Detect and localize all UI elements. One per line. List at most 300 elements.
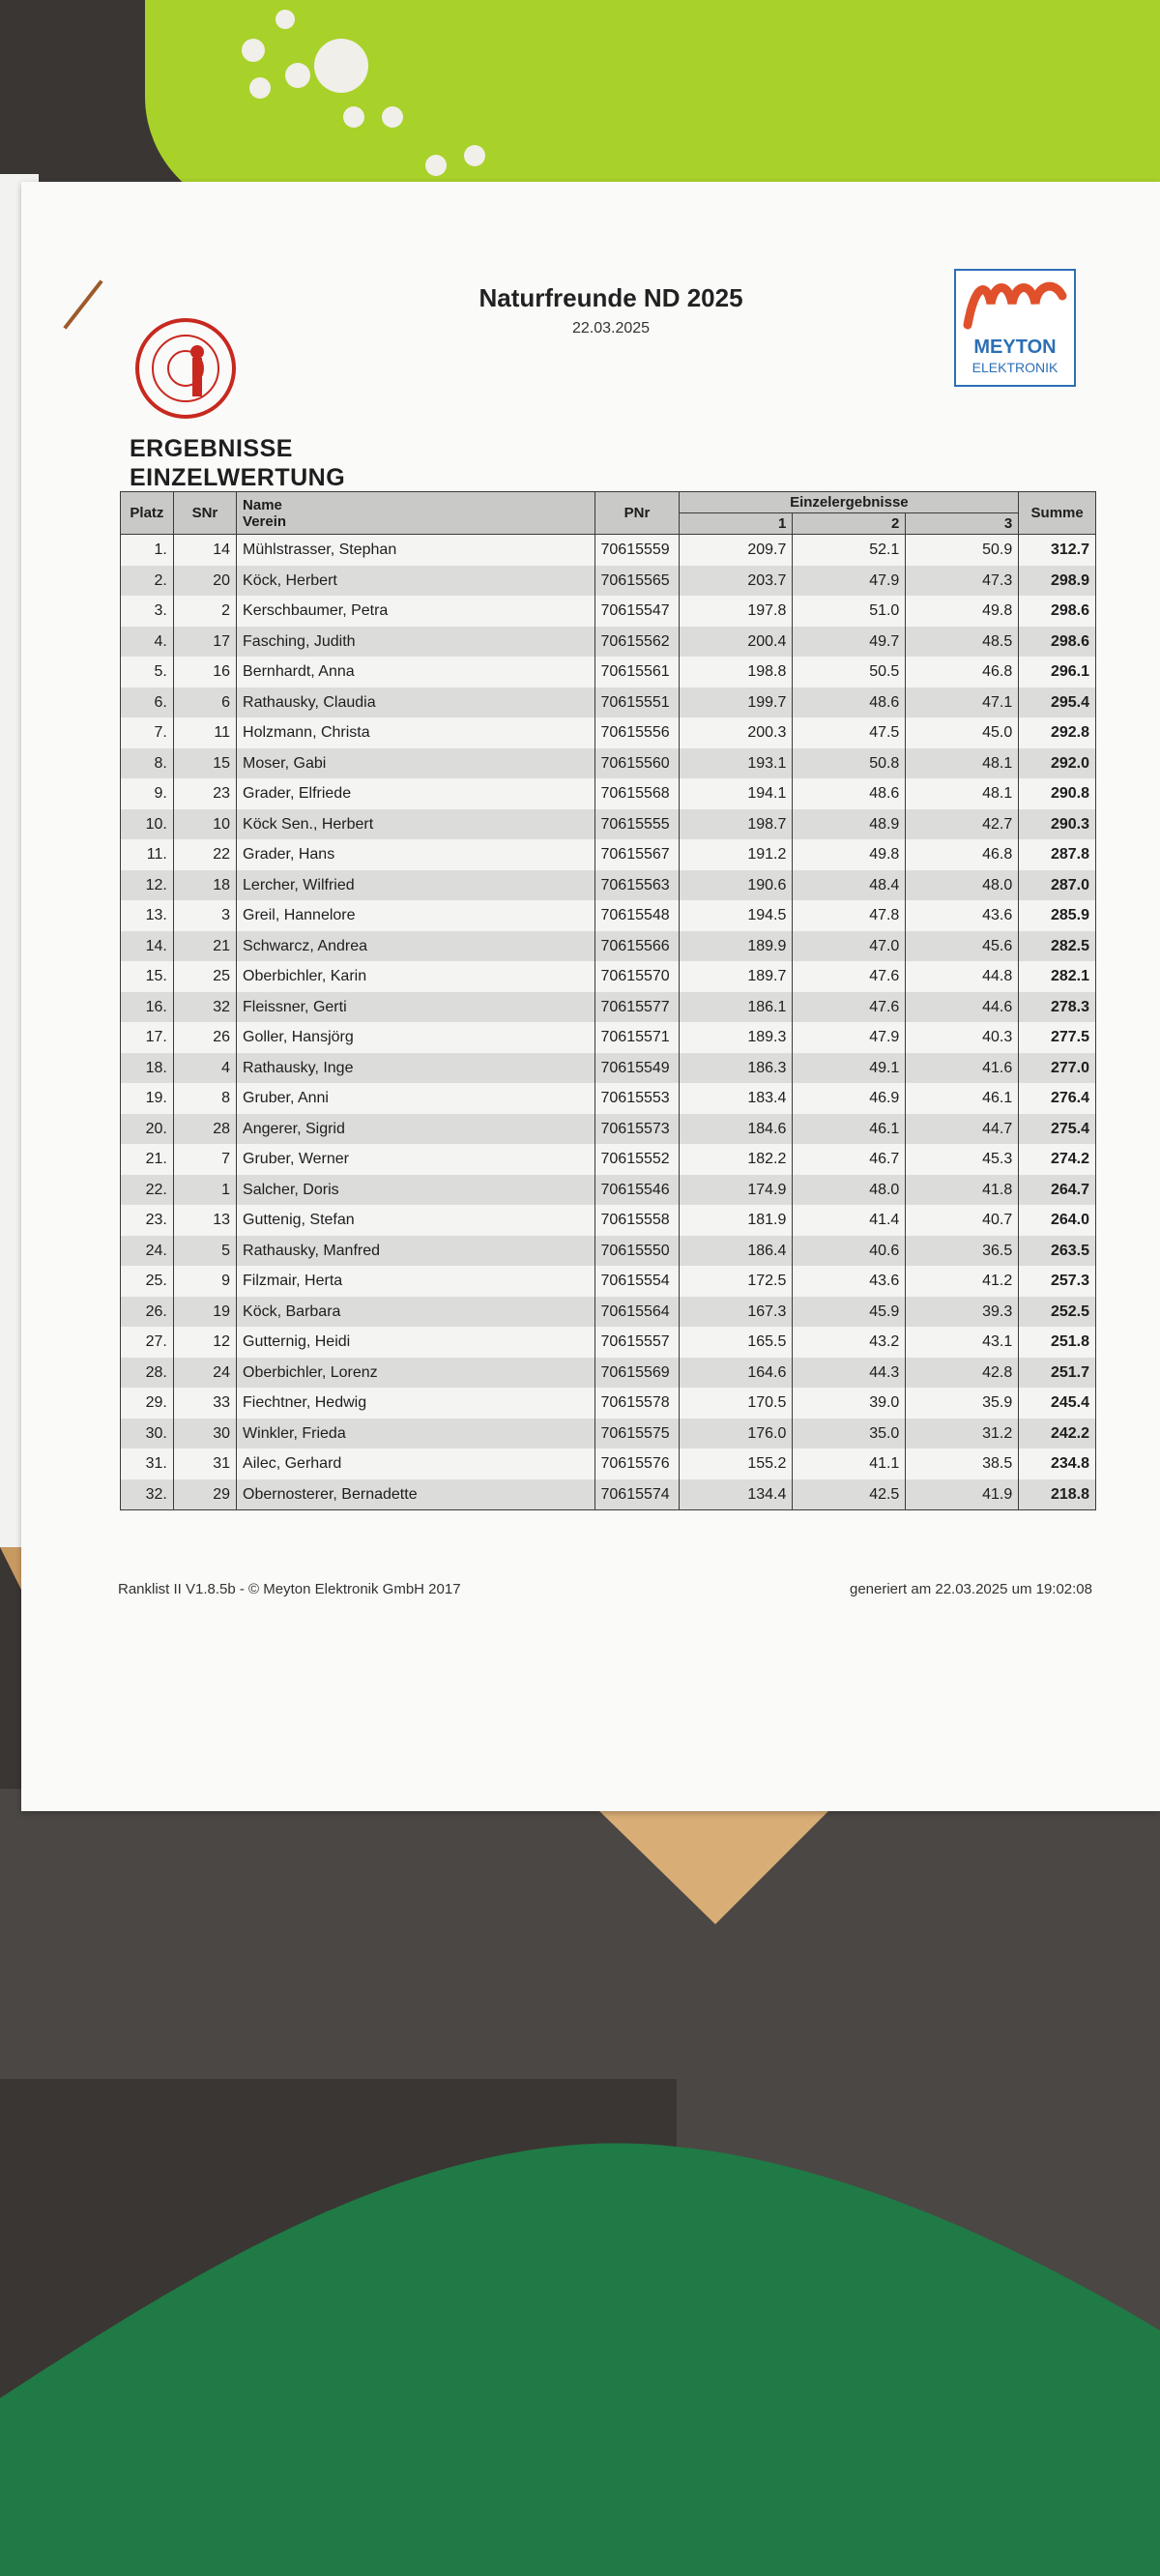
cell-serie-2: 48.4 <box>793 870 906 901</box>
cell-name: Fiechtner, Hedwig <box>237 1388 594 1419</box>
table-row <box>121 596 1096 627</box>
cell-serie-3: 45.3 <box>906 1144 1019 1175</box>
cell-platz: 4. <box>121 627 174 658</box>
cell-pnr: 70615552 <box>594 1144 680 1175</box>
cell-serie-2: 40.6 <box>793 1236 906 1267</box>
cell-snr: 17 <box>173 627 236 658</box>
cell-serie-3: 47.1 <box>906 688 1019 718</box>
cell-platz: 16. <box>121 992 174 1023</box>
cell-serie-1: 197.8 <box>680 596 793 627</box>
table-row <box>121 566 1096 597</box>
cell-snr: 3 <box>173 900 236 931</box>
cell-snr: 2 <box>173 596 236 627</box>
cell-serie-1: 198.7 <box>680 809 793 840</box>
cell-name: Gruber, Werner <box>237 1144 594 1175</box>
cell-serie-1: 184.6 <box>680 1114 793 1145</box>
cell-platz: 30. <box>121 1419 174 1449</box>
cell-snr: 25 <box>173 961 236 992</box>
cell-summe: 234.8 <box>1019 1449 1096 1479</box>
cell-serie-2: 49.7 <box>793 627 906 658</box>
cell-serie-3: 47.3 <box>906 566 1019 597</box>
cell-snr: 21 <box>173 931 236 962</box>
table-row <box>121 535 1096 566</box>
cell-pnr: 70615553 <box>594 1083 680 1114</box>
cell-serie-2: 47.0 <box>793 931 906 962</box>
cell-serie-3: 48.5 <box>906 627 1019 658</box>
cell-serie-1: 183.4 <box>680 1083 793 1114</box>
cell-name: Köck, Herbert <box>237 566 594 597</box>
cell-serie-2: 51.0 <box>793 596 906 627</box>
cell-summe: 218.8 <box>1019 1479 1096 1510</box>
cell-serie-1: 172.5 <box>680 1266 793 1297</box>
table-row <box>121 1266 1096 1297</box>
cell-pnr: 70615576 <box>594 1449 680 1479</box>
cell-summe: 282.1 <box>1019 961 1096 992</box>
cell-name: Kerschbaumer, Petra <box>237 596 594 627</box>
cell-name: Grader, Hans <box>237 839 594 870</box>
cell-summe: 275.4 <box>1019 1114 1096 1145</box>
cell-platz: 23. <box>121 1205 174 1236</box>
table-row <box>121 627 1096 658</box>
cell-summe: 296.1 <box>1019 657 1096 688</box>
table-row <box>121 961 1096 992</box>
cell-serie-1: 190.6 <box>680 870 793 901</box>
green-sweater <box>0 2079 1160 2576</box>
cell-serie-2: 43.6 <box>793 1266 906 1297</box>
cell-serie-3: 36.5 <box>906 1236 1019 1267</box>
cell-serie-3: 48.1 <box>906 778 1019 809</box>
cell-platz: 20. <box>121 1114 174 1145</box>
cell-platz: 26. <box>121 1297 174 1328</box>
cell-serie-2: 49.8 <box>793 839 906 870</box>
cell-pnr: 70615563 <box>594 870 680 901</box>
cell-summe: 264.0 <box>1019 1205 1096 1236</box>
cell-serie-3: 39.3 <box>906 1297 1019 1328</box>
cell-summe: 263.5 <box>1019 1236 1096 1267</box>
cell-serie-3: 31.2 <box>906 1419 1019 1449</box>
pen-mark <box>63 279 102 329</box>
cell-name: Fleissner, Gerti <box>237 992 594 1023</box>
header-pnr: PNr <box>594 492 680 535</box>
table-row <box>121 1083 1096 1114</box>
cell-snr: 30 <box>173 1419 236 1449</box>
cell-pnr: 70615554 <box>594 1266 680 1297</box>
cell-serie-3: 44.6 <box>906 992 1019 1023</box>
cell-name: Oberbichler, Lorenz <box>237 1358 594 1389</box>
cell-platz: 25. <box>121 1266 174 1297</box>
table-row <box>121 1449 1096 1479</box>
heading-ergebnisse: ERGEBNISSE <box>130 435 293 462</box>
cell-pnr: 70615578 <box>594 1388 680 1419</box>
cell-name: Bernhardt, Anna <box>237 657 594 688</box>
header-name-verein <box>237 492 594 535</box>
cell-snr: 20 <box>173 566 236 597</box>
cell-snr: 5 <box>173 1236 236 1267</box>
cell-summe: 290.8 <box>1019 778 1096 809</box>
cell-serie-3: 40.3 <box>906 1022 1019 1053</box>
cell-pnr: 70615551 <box>594 688 680 718</box>
cell-serie-1: 134.4 <box>680 1479 793 1510</box>
cell-serie-2: 50.8 <box>793 748 906 779</box>
cell-serie-2: 47.5 <box>793 717 906 748</box>
cell-pnr: 70615568 <box>594 778 680 809</box>
table-row <box>121 748 1096 779</box>
cell-summe: 245.4 <box>1019 1388 1096 1419</box>
footer-software-info: Ranklist II V1.8.5b - © Meyton Elektronik GmbH 2017 <box>118 1581 461 1597</box>
table-row <box>121 1327 1096 1358</box>
cell-serie-1: 198.8 <box>680 657 793 688</box>
cell-serie-1: 186.4 <box>680 1236 793 1267</box>
table-header-row <box>121 492 1096 513</box>
sportschuetzen-logo <box>132 315 239 422</box>
cell-summe: 278.3 <box>1019 992 1096 1023</box>
cell-summe: 276.4 <box>1019 1083 1096 1114</box>
cell-serie-3: 46.8 <box>906 657 1019 688</box>
cell-snr: 9 <box>173 1266 236 1297</box>
cell-snr: 32 <box>173 992 236 1023</box>
cell-name: Mühlstrasser, Stephan <box>237 535 594 566</box>
cell-serie-1: 165.5 <box>680 1327 793 1358</box>
cell-summe: 285.9 <box>1019 900 1096 931</box>
cell-serie-2: 49.1 <box>793 1053 906 1084</box>
header-platz: Platz <box>121 492 174 535</box>
cell-pnr: 70615574 <box>594 1479 680 1510</box>
cell-serie-3: 41.2 <box>906 1266 1019 1297</box>
cell-name: Köck, Barbara <box>237 1297 594 1328</box>
cell-summe: 252.5 <box>1019 1297 1096 1328</box>
cell-serie-3: 48.0 <box>906 870 1019 901</box>
table-row <box>121 1358 1096 1389</box>
cell-summe: 298.6 <box>1019 596 1096 627</box>
cell-summe: 257.3 <box>1019 1266 1096 1297</box>
cell-serie-3: 46.8 <box>906 839 1019 870</box>
cell-serie-2: 48.9 <box>793 809 906 840</box>
cell-serie-1: 186.3 <box>680 1053 793 1084</box>
header-serie-3: 3 <box>906 513 1019 535</box>
cell-serie-2: 48.6 <box>793 688 906 718</box>
cell-snr: 29 <box>173 1479 236 1510</box>
cell-serie-1: 155.2 <box>680 1449 793 1479</box>
table-row <box>121 809 1096 840</box>
cell-pnr: 70615577 <box>594 992 680 1023</box>
header-name: Name <box>243 496 282 513</box>
cell-name: Angerer, Sigrid <box>237 1114 594 1145</box>
cell-serie-3: 40.7 <box>906 1205 1019 1236</box>
cell-serie-2: 46.9 <box>793 1083 906 1114</box>
cell-name: Gruber, Anni <box>237 1083 594 1114</box>
cell-summe: 298.9 <box>1019 566 1096 597</box>
cell-name: Rathausky, Inge <box>237 1053 594 1084</box>
meyton-subbrand: ELEKTRONIK <box>972 360 1058 375</box>
cell-platz: 5. <box>121 657 174 688</box>
document-date: 22.03.2025 <box>571 320 651 337</box>
cell-serie-1: 200.3 <box>680 717 793 748</box>
cell-serie-2: 41.4 <box>793 1205 906 1236</box>
cell-serie-1: 194.5 <box>680 900 793 931</box>
table-row <box>121 1205 1096 1236</box>
document-title: Naturfreunde ND 2025 <box>478 283 743 312</box>
cell-name: Rathausky, Manfred <box>237 1236 594 1267</box>
cell-platz: 1. <box>121 535 174 566</box>
cell-platz: 17. <box>121 1022 174 1053</box>
cell-summe: 251.7 <box>1019 1358 1096 1389</box>
cell-serie-1: 199.7 <box>680 688 793 718</box>
cell-platz: 10. <box>121 809 174 840</box>
cell-serie-1: 203.7 <box>680 566 793 597</box>
cell-summe: 282.5 <box>1019 931 1096 962</box>
cell-serie-2: 48.6 <box>793 778 906 809</box>
cell-serie-3: 49.8 <box>906 596 1019 627</box>
cell-serie-1: 193.1 <box>680 748 793 779</box>
cell-name: Lercher, Wilfried <box>237 870 594 901</box>
results-sheet <box>21 182 1160 1811</box>
cell-pnr: 70615557 <box>594 1327 680 1358</box>
cell-pnr: 70615547 <box>594 596 680 627</box>
footer-generated: generiert am 22.03.2025 um 19:02:08 <box>849 1581 1092 1597</box>
table-row <box>121 931 1096 962</box>
cell-platz: 24. <box>121 1236 174 1267</box>
cell-name: Rathausky, Claudia <box>237 688 594 718</box>
cell-serie-3: 41.6 <box>906 1053 1019 1084</box>
cell-snr: 31 <box>173 1449 236 1479</box>
cell-platz: 15. <box>121 961 174 992</box>
cell-serie-3: 43.1 <box>906 1327 1019 1358</box>
cell-serie-2: 47.9 <box>793 566 906 597</box>
green-felt-decoration <box>145 0 1160 213</box>
cell-pnr: 70615566 <box>594 931 680 962</box>
cell-name: Filzmair, Herta <box>237 1266 594 1297</box>
cell-name: Obernosterer, Bernadette <box>237 1479 594 1510</box>
cell-summe: 242.2 <box>1019 1419 1096 1449</box>
cell-platz: 28. <box>121 1358 174 1389</box>
table-row <box>121 1297 1096 1328</box>
cell-snr: 10 <box>173 809 236 840</box>
cell-snr: 14 <box>173 535 236 566</box>
cell-snr: 33 <box>173 1388 236 1419</box>
cell-serie-3: 44.8 <box>906 961 1019 992</box>
table-row <box>121 1022 1096 1053</box>
cell-serie-2: 48.0 <box>793 1175 906 1206</box>
cell-pnr: 70615555 <box>594 809 680 840</box>
cell-serie-3: 45.0 <box>906 717 1019 748</box>
cell-serie-1: 191.2 <box>680 839 793 870</box>
table-row <box>121 1053 1096 1084</box>
results-body <box>121 535 1096 1510</box>
cell-platz: 31. <box>121 1449 174 1479</box>
table-row <box>121 778 1096 809</box>
cell-pnr: 70615562 <box>594 627 680 658</box>
cell-name: Moser, Gabi <box>237 748 594 779</box>
cell-serie-1: 189.9 <box>680 931 793 962</box>
cell-name: Guttenig, Stefan <box>237 1205 594 1236</box>
cell-summe: 287.8 <box>1019 839 1096 870</box>
cell-snr: 28 <box>173 1114 236 1145</box>
cell-pnr: 70615556 <box>594 717 680 748</box>
cell-pnr: 70615571 <box>594 1022 680 1053</box>
cell-name: Holzmann, Christa <box>237 717 594 748</box>
cell-serie-2: 47.8 <box>793 900 906 931</box>
cell-serie-2: 41.1 <box>793 1449 906 1479</box>
header-summe: Summe <box>1019 492 1096 535</box>
table-row <box>121 657 1096 688</box>
cell-serie-3: 50.9 <box>906 535 1019 566</box>
cell-platz: 29. <box>121 1388 174 1419</box>
cell-summe: 292.0 <box>1019 748 1096 779</box>
cell-platz: 9. <box>121 778 174 809</box>
cell-serie-3: 41.8 <box>906 1175 1019 1206</box>
cell-serie-2: 45.9 <box>793 1297 906 1328</box>
cell-platz: 32. <box>121 1479 174 1510</box>
cell-snr: 19 <box>173 1297 236 1328</box>
cell-name: Gutternig, Heidi <box>237 1327 594 1358</box>
cell-serie-1: 200.4 <box>680 627 793 658</box>
cell-snr: 8 <box>173 1083 236 1114</box>
table-row <box>121 1144 1096 1175</box>
cell-snr: 11 <box>173 717 236 748</box>
cell-snr: 18 <box>173 870 236 901</box>
cell-serie-2: 46.7 <box>793 1144 906 1175</box>
cell-serie-2: 43.2 <box>793 1327 906 1358</box>
cell-pnr: 70615550 <box>594 1236 680 1267</box>
cell-platz: 2. <box>121 566 174 597</box>
meyton-m-icon <box>958 275 1072 337</box>
cell-name: Winkler, Frieda <box>237 1419 594 1449</box>
cell-platz: 27. <box>121 1327 174 1358</box>
cell-snr: 4 <box>173 1053 236 1084</box>
cell-platz: 8. <box>121 748 174 779</box>
cell-pnr: 70615565 <box>594 566 680 597</box>
cell-serie-3: 38.5 <box>906 1449 1019 1479</box>
cell-snr: 12 <box>173 1327 236 1358</box>
cell-name: Fasching, Judith <box>237 627 594 658</box>
cell-serie-2: 47.9 <box>793 1022 906 1053</box>
cell-platz: 3. <box>121 596 174 627</box>
cell-summe: 274.2 <box>1019 1144 1096 1175</box>
cell-serie-2: 44.3 <box>793 1358 906 1389</box>
cell-serie-1: 174.9 <box>680 1175 793 1206</box>
cell-platz: 11. <box>121 839 174 870</box>
cell-pnr: 70615549 <box>594 1053 680 1084</box>
cell-serie-3: 45.6 <box>906 931 1019 962</box>
cell-serie-2: 39.0 <box>793 1388 906 1419</box>
cell-pnr: 70615558 <box>594 1205 680 1236</box>
cell-summe: 277.5 <box>1019 1022 1096 1053</box>
cell-serie-1: 189.7 <box>680 961 793 992</box>
cell-name: Ailec, Gerhard <box>237 1449 594 1479</box>
header-serie-2: 2 <box>793 513 906 535</box>
cell-serie-3: 48.1 <box>906 748 1019 779</box>
table-row <box>121 717 1096 748</box>
cell-platz: 19. <box>121 1083 174 1114</box>
table-row <box>121 1479 1096 1510</box>
cell-serie-3: 46.1 <box>906 1083 1019 1114</box>
table-row <box>121 1114 1096 1145</box>
cell-serie-2: 52.1 <box>793 535 906 566</box>
cell-serie-3: 42.8 <box>906 1358 1019 1389</box>
cell-platz: 14. <box>121 931 174 962</box>
cell-snr: 26 <box>173 1022 236 1053</box>
table-row <box>121 870 1096 901</box>
cell-pnr: 70615560 <box>594 748 680 779</box>
cell-summe: 251.8 <box>1019 1327 1096 1358</box>
cell-summe: 292.8 <box>1019 717 1096 748</box>
cell-serie-2: 46.1 <box>793 1114 906 1145</box>
cell-serie-3: 42.7 <box>906 809 1019 840</box>
cell-serie-1: 209.7 <box>680 535 793 566</box>
cell-platz: 21. <box>121 1144 174 1175</box>
cell-pnr: 70615548 <box>594 900 680 931</box>
cell-pnr: 70615561 <box>594 657 680 688</box>
cell-snr: 13 <box>173 1205 236 1236</box>
cell-serie-1: 186.1 <box>680 992 793 1023</box>
cell-serie-1: 164.6 <box>680 1358 793 1389</box>
cell-platz: 22. <box>121 1175 174 1206</box>
cell-summe: 264.7 <box>1019 1175 1096 1206</box>
header-verein: Verein <box>243 512 287 530</box>
cell-snr: 15 <box>173 748 236 779</box>
heading-einzelwertung: EINZELWERTUNG <box>130 464 346 491</box>
cell-serie-3: 43.6 <box>906 900 1019 931</box>
cell-summe: 287.0 <box>1019 870 1096 901</box>
cell-snr: 6 <box>173 688 236 718</box>
cell-snr: 23 <box>173 778 236 809</box>
cell-serie-1: 189.3 <box>680 1022 793 1053</box>
cell-platz: 6. <box>121 688 174 718</box>
cell-serie-1: 182.2 <box>680 1144 793 1175</box>
table-row <box>121 900 1096 931</box>
cell-serie-1: 176.0 <box>680 1419 793 1449</box>
cell-name: Oberbichler, Karin <box>237 961 594 992</box>
cell-platz: 13. <box>121 900 174 931</box>
cell-summe: 277.0 <box>1019 1053 1096 1084</box>
cell-summe: 298.6 <box>1019 627 1096 658</box>
cell-serie-1: 167.3 <box>680 1297 793 1328</box>
cell-pnr: 70615567 <box>594 839 680 870</box>
cell-name: Köck Sen., Herbert <box>237 809 594 840</box>
cell-pnr: 70615546 <box>594 1175 680 1206</box>
cell-platz: 7. <box>121 717 174 748</box>
cell-platz: 18. <box>121 1053 174 1084</box>
header-einzelergebnisse: Einzelergebnisse <box>680 492 1019 513</box>
cell-name: Goller, Hansjörg <box>237 1022 594 1053</box>
cell-serie-2: 47.6 <box>793 992 906 1023</box>
cell-snr: 1 <box>173 1175 236 1206</box>
cell-snr: 16 <box>173 657 236 688</box>
cell-name: Grader, Elfriede <box>237 778 594 809</box>
cell-name: Schwarcz, Andrea <box>237 931 594 962</box>
cell-serie-2: 42.5 <box>793 1479 906 1510</box>
cell-serie-1: 170.5 <box>680 1388 793 1419</box>
cell-summe: 295.4 <box>1019 688 1096 718</box>
cell-pnr: 70615573 <box>594 1114 680 1145</box>
cell-serie-1: 181.9 <box>680 1205 793 1236</box>
results-table <box>120 491 1096 1510</box>
table-row <box>121 839 1096 870</box>
table-row <box>121 992 1096 1023</box>
header-serie-1: 1 <box>680 513 793 535</box>
cell-pnr: 70615559 <box>594 535 680 566</box>
cell-serie-3: 35.9 <box>906 1388 1019 1419</box>
cell-name: Greil, Hannelore <box>237 900 594 931</box>
cell-serie-2: 50.5 <box>793 657 906 688</box>
cell-pnr: 70615575 <box>594 1419 680 1449</box>
cell-pnr: 70615569 <box>594 1358 680 1389</box>
cell-pnr: 70615564 <box>594 1297 680 1328</box>
table-row <box>121 1175 1096 1206</box>
cell-platz: 12. <box>121 870 174 901</box>
cell-serie-1: 194.1 <box>680 778 793 809</box>
cell-pnr: 70615570 <box>594 961 680 992</box>
